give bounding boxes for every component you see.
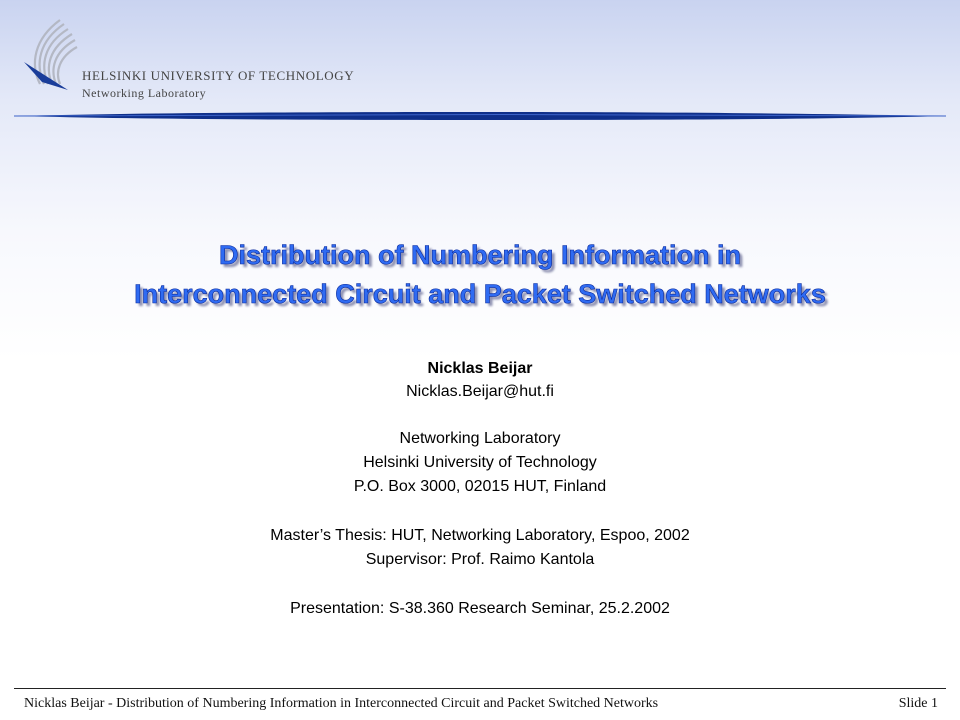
header-divider [14,108,946,124]
hut-logo-icon [20,14,80,94]
footer-divider [14,688,946,689]
affiliation-address: P.O. Box 3000, 02015 HUT, Finland [353,478,607,495]
laboratory-name: Networking Laboratory [82,86,207,100]
title-line-1: Distribution of Numbering Information in [219,240,741,270]
thesis-supervisor: Supervisor: Prof. Raimo Kantola [365,551,595,568]
thesis-info: Master’s Thesis: HUT, Networking Laboratory, Espoo, 2002 [270,527,690,544]
affiliation-university: Helsinki University of Technology [363,454,597,471]
presentation-info: Presentation: S-38.360 Research Seminar, 25.2.2002 [290,600,670,617]
presentation-title [0,236,960,314]
footer-text: Nicklas Beijar - Distribution of Numbering Information in Interconnected Circuit and Packet Switched Networks [24,696,659,711]
affiliation-lab: Networking Laboratory [399,430,561,447]
university-name: HELSINKI UNIVERSITY OF TECHNOLOGY [82,68,355,83]
title-line-2: Interconnected Circuit and Packet Switched Networks [134,279,826,309]
author-email: Nicklas.Beijar@hut.fi [406,383,554,400]
author-name: Nicklas Beijar [427,360,533,377]
slide-number: Slide 1 [898,696,938,711]
